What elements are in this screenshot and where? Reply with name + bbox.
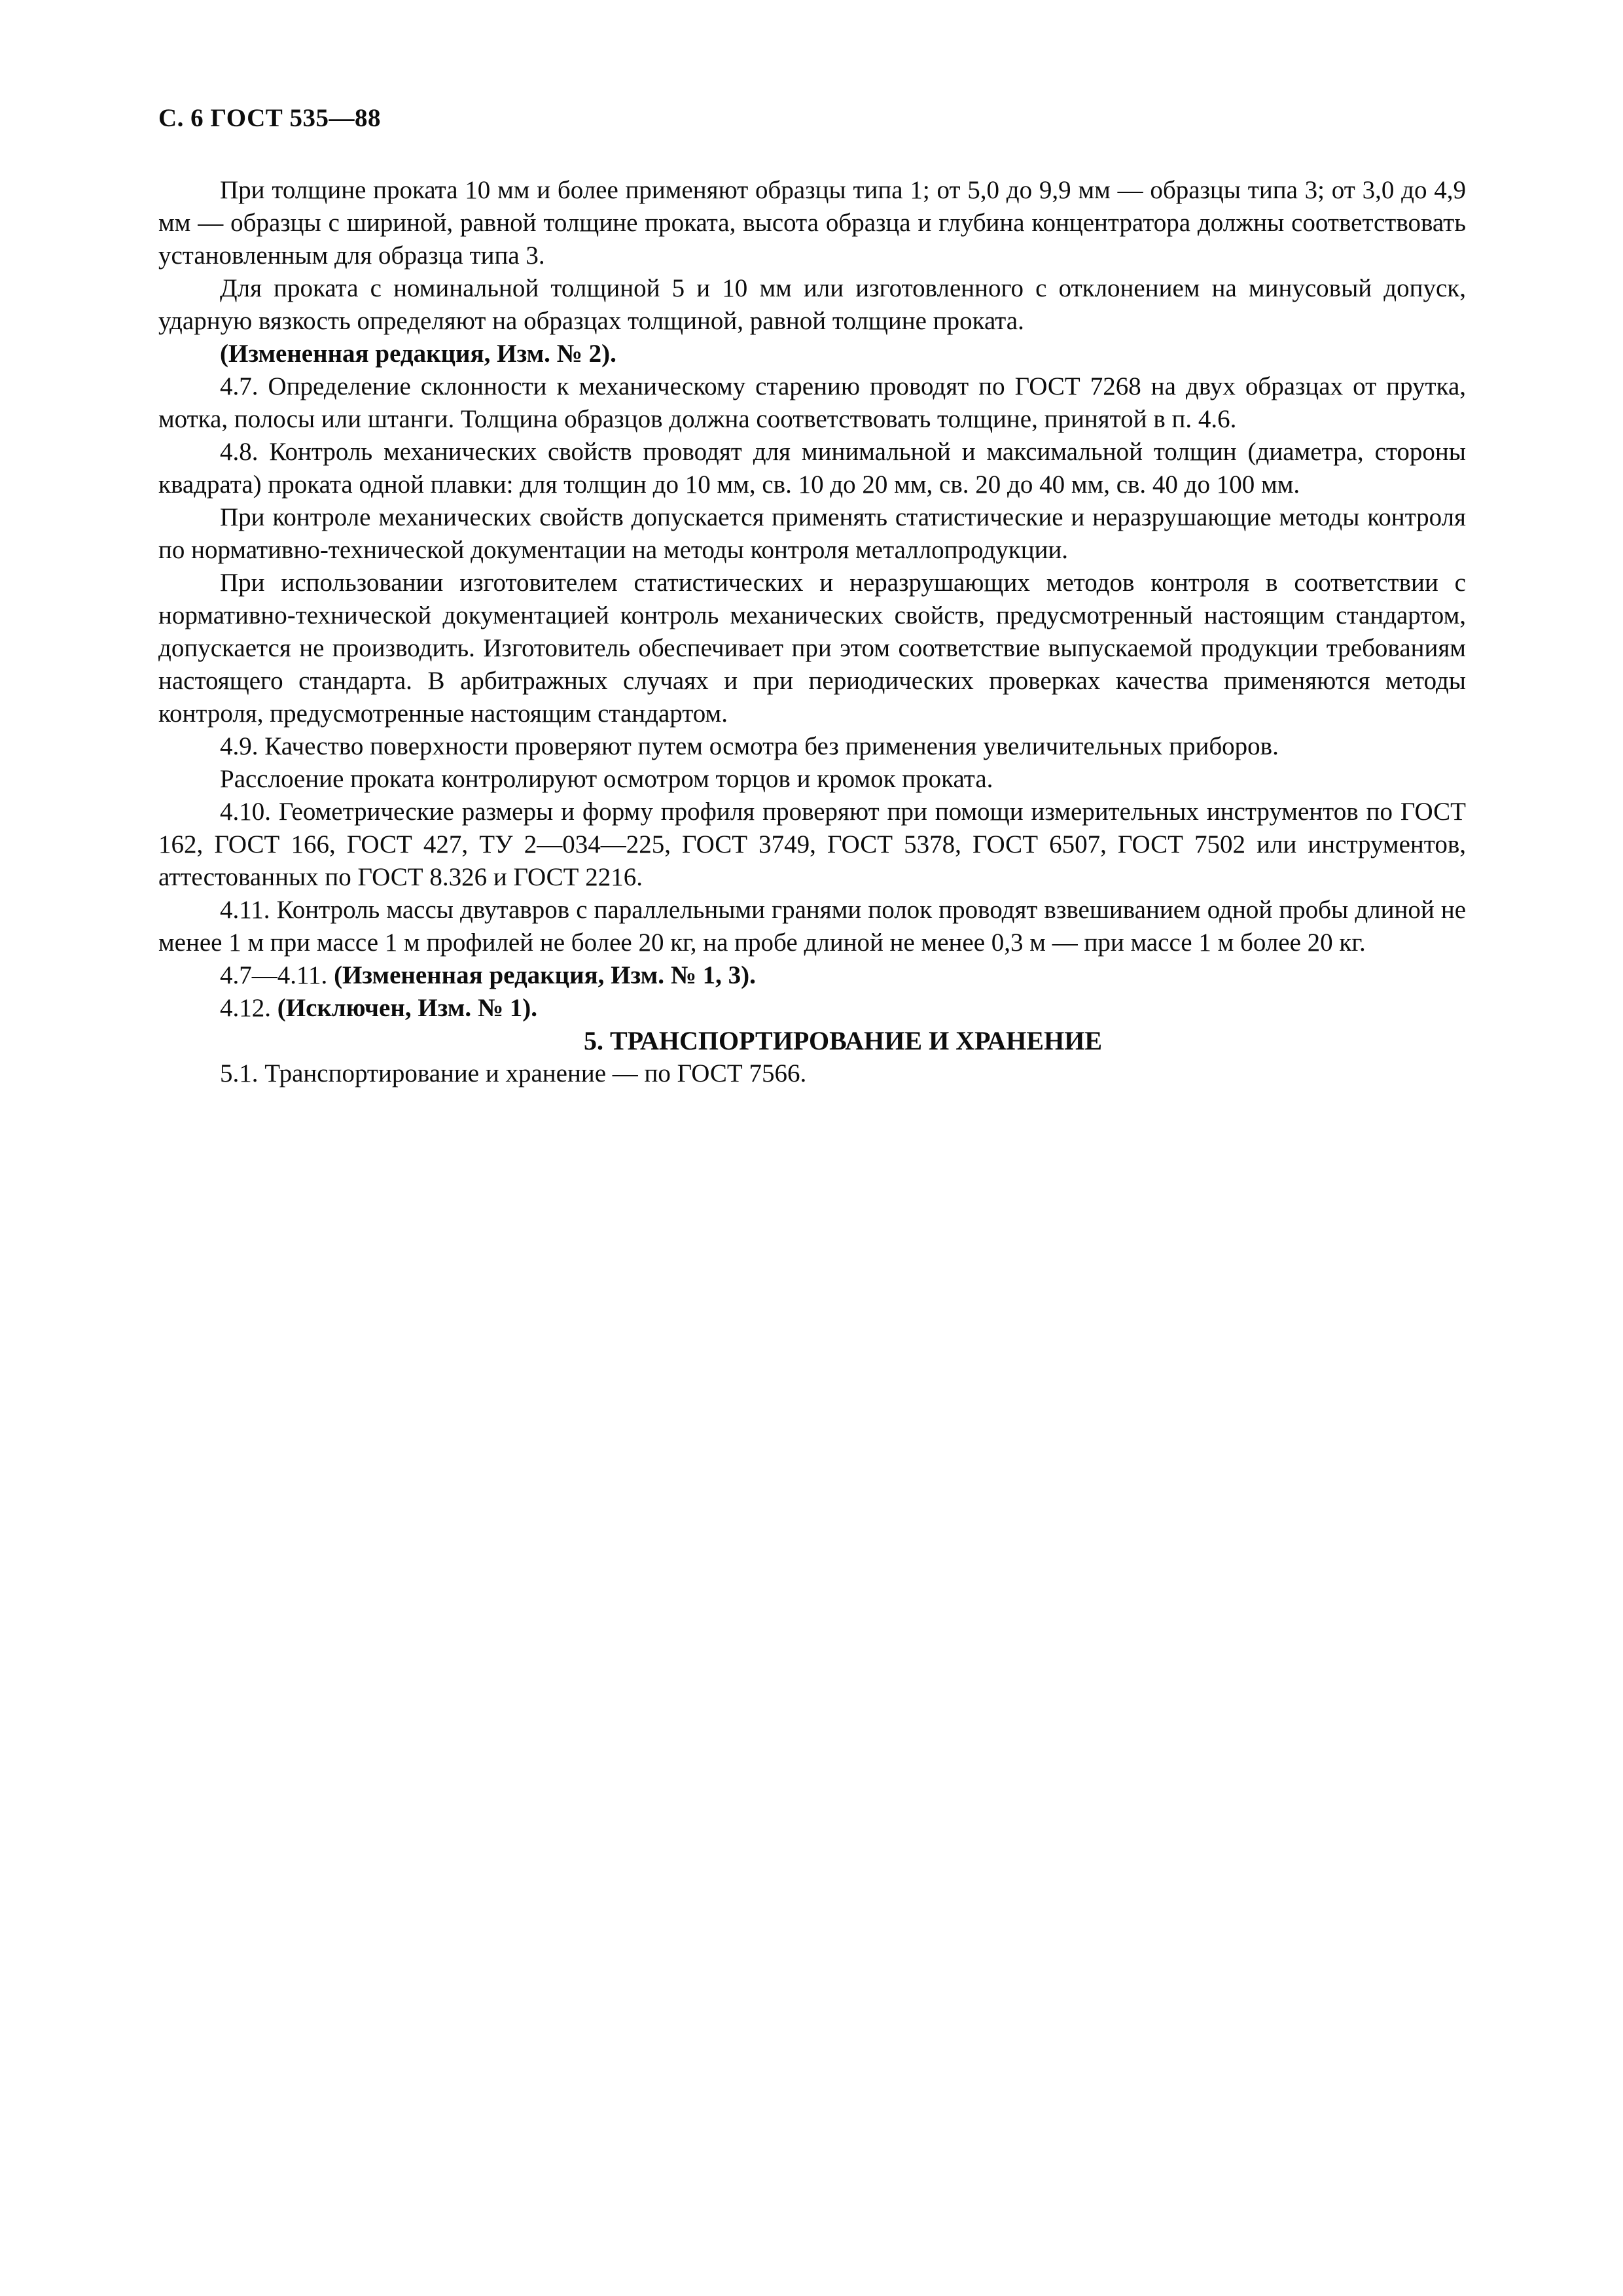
paragraph-text: 4.11. Контроль массы двутавров с параллельными гранями полок проводят взвешиванием одной пробы длиной не менее 1 м при массе 1 м профилей не более 20 кг, на пробе длиной не менее 0,3 м — при массе 1 м более 20 кг. [158,896,1466,957]
paragraph-bold-text: (Исключен, Изм. № 1). [277,994,538,1022]
paragraph-text: Для проката с номинальной толщиной 5 и 10 мм или изготовленного с отклонением на минусовый допуск, ударную вязкость определяют на образцах толщиной, равной толщине проката. [158,274,1466,335]
paragraph-text: 4.8. Контроль механических свойств проводят для минимальной и максимальной толщин (диаметра, стороны квадрата) проката одной плавки: для толщин до 10 мм, св. 10 до 20 мм, св. 20 до 40 мм, св. 40 до 100 мм. [158,438,1466,499]
paragraph-bold-text: (Измененная редакция, Изм. № 2). [220,340,616,368]
paragraph [158,763,1466,796]
paragraph [158,567,1466,730]
page-header: С. 6 ГОСТ 535—88 [158,104,381,132]
paragraph-text: При контроле механических свойств допускается применять статистические и неразрушающие методы контроля по нормативно-технической документации на методы контроля металлопродукции. [158,503,1466,564]
paragraph [158,992,1466,1025]
section-5-paragraph: 5.1. Транспортирование и хранение — по ГОСТ 7566. [220,1059,807,1087]
paragraph [158,501,1466,567]
paragraph-text: Расслоение проката контролируют осмотром торцов и кромок проката. [220,765,993,793]
paragraph [158,959,1466,992]
section-5-heading: 5. ТРАНСПОРТИРОВАНИЕ И ХРАНЕНИЕ [584,1026,1102,1055]
paragraph [158,436,1466,501]
paragraph-bold-text: (Измененная редакция, Изм. № 1, 3). [334,961,756,989]
paragraph-text: 4.10. Геометрические размеры и форму профиля проверяют при помощи измерительных инструментов по ГОСТ 162, ГОСТ 166, ГОСТ 427, ТУ 2—034—225, ГОСТ 3749, ГОСТ 5378, ГОСТ 6507, ГОСТ 7502 или инструментов, аттестованных по ГОСТ 8.326 и ГОСТ 2216. [158,798,1466,891]
paragraph-text: 4.9. Качество поверхности проверяют путем осмотра без применения увеличительных приборов. [220,732,1279,760]
paragraph-text: 4.7—4.11. [220,961,334,989]
paragraph [158,796,1466,894]
paragraph [158,894,1466,959]
paragraph-text: При толщине проката 10 мм и более применяют образцы типа 1; от 5,0 до 9,9 мм — образцы типа 3; от 3,0 до 4,9 мм — образцы с шириной, равной толщине проката, высота образца и глубина концентратора должны соответствовать установленным для образца типа 3. [158,176,1466,270]
paragraph-text: 4.7. Определение склонности к механическому старению проводят по ГОСТ 7268 на двух образцах от прутка, мотка, полосы или штанги. Толщина образцов должна соответствовать толщине, принятой в п. 4.6. [158,372,1466,433]
paragraph [158,174,1466,272]
section-4-paragraphs [158,174,1466,1025]
paragraph [158,272,1466,338]
paragraph [158,338,1466,370]
paragraph [158,730,1466,763]
document-content [158,174,1466,1090]
paragraph [158,370,1466,436]
paragraph-text: При использовании изготовителем статистических и неразрушающих методов контроля в соответствии с нормативно-технической документацией контроль механических свойств, предусмотренный настоящим стандартом, допускается не производить. Изготовитель обеспечивает при этом соответствие выпускаемой продукции требованиям настоящего стандарта. В арбитражных случаях и при периодических проверках качества применяются методы контроля, предусмотренные настоящим стандартом. [158,569,1466,728]
paragraph-text: 4.12. [220,994,277,1022]
